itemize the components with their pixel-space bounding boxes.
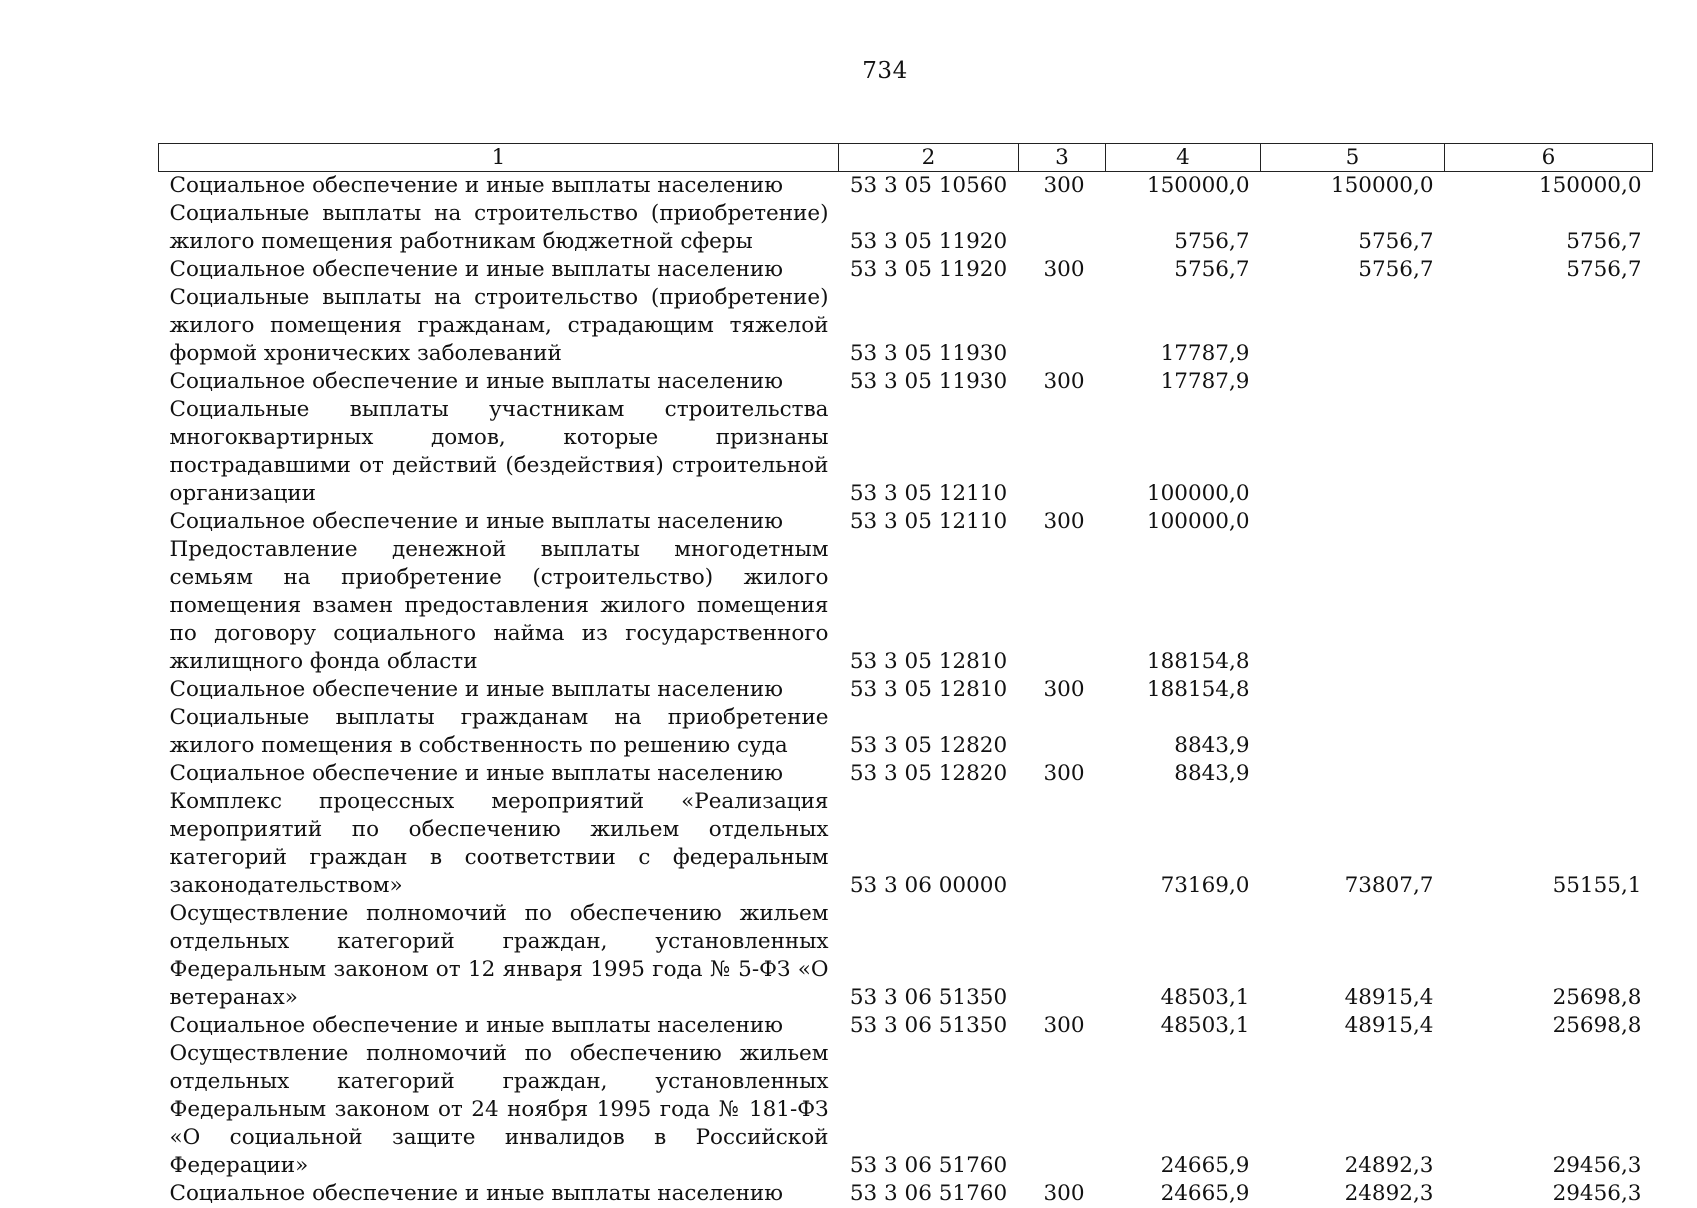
row-expense-type	[1019, 788, 1106, 900]
table-row	[159, 1040, 1653, 1180]
row-value-5: 48915,4	[1261, 900, 1445, 1012]
row-code: 53 3 06 00000	[839, 788, 1019, 900]
row-code: 53 3 06 51350	[839, 900, 1019, 1012]
row-code: 53 3 06 51760	[839, 1180, 1019, 1208]
row-value-4: 8843,9	[1106, 704, 1261, 760]
row-code: 53 3 06 51760	[839, 1040, 1019, 1180]
row-value-6	[1445, 368, 1653, 396]
row-value-4: 17787,9	[1106, 284, 1261, 368]
row-name: Социальное обеспечение и иные выплаты населению	[159, 508, 839, 536]
row-value-6: 55155,1	[1445, 788, 1653, 900]
table-row	[159, 676, 1653, 704]
budget-table	[158, 143, 1653, 1208]
row-value-4: 24665,9	[1106, 1180, 1261, 1208]
row-value-6: 25698,8	[1445, 900, 1653, 1012]
row-value-5	[1261, 760, 1445, 788]
row-code: 53 3 05 10560	[839, 172, 1019, 201]
table-row	[159, 1180, 1653, 1208]
row-value-5	[1261, 284, 1445, 368]
row-value-5: 5756,7	[1261, 200, 1445, 256]
row-code: 53 3 06 51350	[839, 1012, 1019, 1040]
row-value-5	[1261, 536, 1445, 676]
row-value-4: 150000,0	[1106, 172, 1261, 201]
row-expense-type: 300	[1019, 760, 1106, 788]
table-row	[159, 396, 1653, 508]
header-cell-6: 6	[1445, 144, 1653, 172]
row-value-5: 73807,7	[1261, 788, 1445, 900]
row-expense-type	[1019, 900, 1106, 1012]
row-expense-type: 300	[1019, 1012, 1106, 1040]
row-code: 53 3 05 11930	[839, 284, 1019, 368]
table-row	[159, 256, 1653, 284]
row-value-6	[1445, 284, 1653, 368]
row-name: Социальное обеспечение и иные выплаты населению	[159, 368, 839, 396]
row-code: 53 3 05 12810	[839, 536, 1019, 676]
row-name: Социальные выплаты гражданам на приобретение жилого помещения в собственность по решению суда	[159, 704, 839, 760]
row-expense-type	[1019, 1040, 1106, 1180]
header-cell-5: 5	[1261, 144, 1445, 172]
row-code: 53 3 05 12110	[839, 508, 1019, 536]
row-value-5: 150000,0	[1261, 172, 1445, 201]
row-value-4: 48503,1	[1106, 900, 1261, 1012]
row-value-5: 48915,4	[1261, 1012, 1445, 1040]
row-value-5: 5756,7	[1261, 256, 1445, 284]
row-expense-type: 300	[1019, 368, 1106, 396]
row-code: 53 3 05 12110	[839, 396, 1019, 508]
row-value-4: 5756,7	[1106, 200, 1261, 256]
row-expense-type	[1019, 200, 1106, 256]
page-number: 734	[0, 58, 1697, 84]
row-value-6: 29456,3	[1445, 1040, 1653, 1180]
header-cell-1: 1	[159, 144, 839, 172]
row-expense-type: 300	[1019, 676, 1106, 704]
table-row	[159, 508, 1653, 536]
row-value-5: 24892,3	[1261, 1040, 1445, 1180]
header-cell-3: 3	[1019, 144, 1106, 172]
row-name: Осуществление полномочий по обеспечению жильем отдельных категорий граждан, установленных Федеральным законом от 24 ноября 1995 года № 181-ФЗ «О социальной защите инвалидов в Российской Федерации»	[159, 1040, 839, 1180]
row-expense-type: 300	[1019, 256, 1106, 284]
row-expense-type: 300	[1019, 172, 1106, 201]
row-value-4: 8843,9	[1106, 760, 1261, 788]
table-row	[159, 1012, 1653, 1040]
row-value-5	[1261, 396, 1445, 508]
row-value-5	[1261, 676, 1445, 704]
table-row	[159, 704, 1653, 760]
row-value-6	[1445, 760, 1653, 788]
row-expense-type	[1019, 704, 1106, 760]
row-value-6	[1445, 676, 1653, 704]
row-name: Предоставление денежной выплаты многодетным семьям на приобретение (строительство) жилого помещения взамен предоставления жилого помещения по договору социального найма из государственного жилищного фонда области	[159, 536, 839, 676]
table-row	[159, 284, 1653, 368]
row-value-4: 188154,8	[1106, 536, 1261, 676]
row-name: Социальное обеспечение и иные выплаты населению	[159, 760, 839, 788]
table-row	[159, 368, 1653, 396]
row-value-6: 25698,8	[1445, 1012, 1653, 1040]
row-value-6	[1445, 704, 1653, 760]
row-code: 53 3 05 12820	[839, 760, 1019, 788]
row-name: Социальное обеспечение и иные выплаты населению	[159, 172, 839, 201]
header-cell-4: 4	[1106, 144, 1261, 172]
table-row	[159, 900, 1653, 1012]
row-value-4: 188154,8	[1106, 676, 1261, 704]
table-row	[159, 200, 1653, 256]
row-value-5	[1261, 704, 1445, 760]
table-row	[159, 788, 1653, 900]
row-value-4: 48503,1	[1106, 1012, 1261, 1040]
row-name: Социальные выплаты участникам строительства многоквартирных домов, которые признаны пострадавшими от действий (бездействия) строительной организации	[159, 396, 839, 508]
row-name: Осуществление полномочий по обеспечению жильем отдельных категорий граждан, установленных Федеральным законом от 12 января 1995 года № 5-ФЗ «О ветеранах»	[159, 900, 839, 1012]
row-value-6: 29456,3	[1445, 1180, 1653, 1208]
row-value-4: 100000,0	[1106, 396, 1261, 508]
row-value-6	[1445, 396, 1653, 508]
row-name: Социальное обеспечение и иные выплаты населению	[159, 1180, 839, 1208]
table-body	[159, 172, 1653, 1208]
row-value-5	[1261, 368, 1445, 396]
row-value-4: 100000,0	[1106, 508, 1261, 536]
row-value-6: 5756,7	[1445, 256, 1653, 284]
row-expense-type: 300	[1019, 508, 1106, 536]
budget-table-container	[158, 143, 1652, 1208]
row-name: Социальные выплаты на строительство (приобретение) жилого помещения работникам бюджетной сферы	[159, 200, 839, 256]
row-code: 53 3 05 11920	[839, 256, 1019, 284]
row-value-4: 5756,7	[1106, 256, 1261, 284]
header-row	[159, 144, 1653, 172]
row-expense-type	[1019, 284, 1106, 368]
row-value-4: 73169,0	[1106, 788, 1261, 900]
row-value-6: 150000,0	[1445, 172, 1653, 201]
row-value-6	[1445, 508, 1653, 536]
table-row	[159, 536, 1653, 676]
row-code: 53 3 05 12810	[839, 676, 1019, 704]
row-value-6: 5756,7	[1445, 200, 1653, 256]
row-name: Социальное обеспечение и иные выплаты населению	[159, 1012, 839, 1040]
table-row	[159, 760, 1653, 788]
row-name: Социальное обеспечение и иные выплаты населению	[159, 676, 839, 704]
table-header	[159, 144, 1653, 172]
row-name: Комплекс процессных мероприятий «Реализация мероприятий по обеспечению жильем отдельных категорий граждан в соответствии с федеральным законодательством»	[159, 788, 839, 900]
row-expense-type	[1019, 536, 1106, 676]
row-value-4: 17787,9	[1106, 368, 1261, 396]
row-value-4: 24665,9	[1106, 1040, 1261, 1180]
row-expense-type	[1019, 396, 1106, 508]
row-value-5: 24892,3	[1261, 1180, 1445, 1208]
row-code: 53 3 05 11920	[839, 200, 1019, 256]
row-code: 53 3 05 12820	[839, 704, 1019, 760]
table-row	[159, 172, 1653, 201]
row-value-6	[1445, 536, 1653, 676]
row-value-5	[1261, 508, 1445, 536]
row-name: Социальные выплаты на строительство (приобретение) жилого помещения гражданам, страдающим тяжелой формой хронических заболеваний	[159, 284, 839, 368]
row-name: Социальное обеспечение и иные выплаты населению	[159, 256, 839, 284]
header-cell-2: 2	[839, 144, 1019, 172]
row-code: 53 3 05 11930	[839, 368, 1019, 396]
row-expense-type: 300	[1019, 1180, 1106, 1208]
